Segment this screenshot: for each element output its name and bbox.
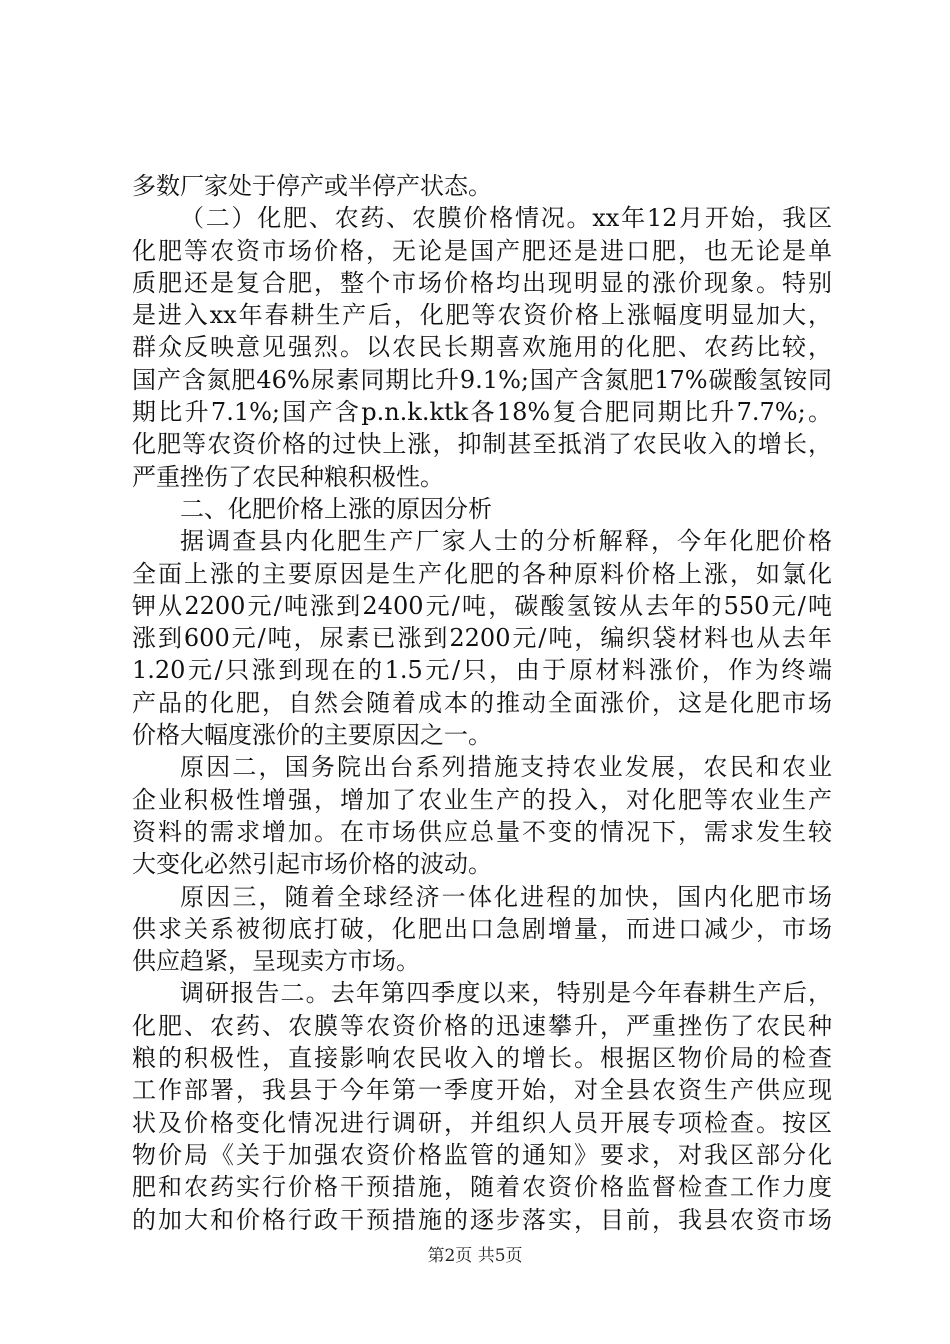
text-line: 期比升7.1%;国产含p.n.k.ktk各18%复合肥同期比升7.7%;。	[132, 398, 832, 427]
text-line: 据调查县内化肥生产厂家人士的分析解释，今年化肥价格	[180, 527, 832, 556]
text-line: 化肥等农资市场价格，无论是国产肥还是进口肥，也无论是单	[132, 236, 832, 265]
section-heading: 二、化肥价格上涨的原因分析	[180, 494, 492, 523]
text-line: 全面上涨的主要原因是生产化肥的各种原料价格上涨，如氯化	[132, 559, 832, 588]
text-line: 价格大幅度涨价的主要原因之一。	[132, 721, 492, 750]
page-number-footer: 第2页 共5页	[427, 1246, 523, 1266]
text-line: 的加大和价格行政干预措施的逐步落实，目前，我县农资市场	[132, 1205, 832, 1234]
text-line: 涨到600元/吨，尿素已涨到2200元/吨，编织袋材料也从去年	[132, 624, 832, 653]
text-line: 多数厂家处于停产或半停产状态。	[132, 172, 492, 200]
text-line: 物价局《关于加强农资价格监管的通知》要求，对我区部分化	[132, 1140, 832, 1169]
text-line: 供求关系被彻底打破，化肥出口急剧增量，而进口减少，市场	[132, 914, 832, 943]
text-line: （二）化肥、农药、农膜价格情况。xx年12月开始，我区	[180, 204, 832, 233]
text-line: 大变化必然引起市场价格的波动。	[132, 850, 492, 879]
text-line: 化肥等农资价格的过快上涨，抑制甚至抵消了农民收入的增长，	[132, 430, 832, 459]
text-line: 粮的积极性，直接影响农民收入的增长。根据区物价局的检查	[132, 1044, 832, 1073]
text-line: 肥和农药实行价格干预措施，随着农资价格监督检查工作力度	[132, 1173, 832, 1202]
text-line: 产品的化肥，自然会随着成本的推动全面涨价，这是化肥市场	[132, 688, 832, 717]
text-line: 钾从2200元/吨涨到2400元/吨，碳酸氢铵从去年的550元/吨	[132, 591, 832, 620]
text-line: 企业积极性增强，增加了农业生产的投入，对化肥等农业生产	[132, 785, 832, 814]
text-line: 1.20元/只涨到现在的1.5元/只，由于原材料涨价，作为终端	[132, 656, 832, 685]
text-line: 状及价格变化情况进行调研，并组织人员开展专项检查。按区	[132, 1108, 832, 1137]
text-line: 是进入xx年春耕生产后，化肥等农资价格上涨幅度明显加大，	[132, 301, 832, 330]
text-line: 工作部署，我县于今年第一季度开始，对全县农资生产供应现	[132, 1076, 832, 1105]
text-line: 供应趋紧，呈现卖方市场。	[132, 947, 420, 976]
text-line: 化肥、农药、农膜等农资价格的迅速攀升，严重挫伤了农民种	[132, 1011, 832, 1040]
text-line: 资料的需求增加。在市场供应总量不变的情况下，需求发生较	[132, 817, 832, 846]
text-line: 调研报告二。去年第四季度以来，特别是今年春耕生产后，	[180, 979, 832, 1008]
text-line: 原因三，随着全球经济一体化进程的加快，国内化肥市场	[180, 882, 832, 911]
text-line: 群众反映意见强烈。以农民长期喜欢施用的化肥、农药比较，	[132, 333, 832, 362]
document-body	[132, 170, 832, 1236]
text-line: 国产含氮肥46%尿素同期比升9.1%;国产含氮肥17%碳酸氢铵同	[132, 365, 832, 394]
text-line: 原因二，国务院出台系列措施支持农业发展，农民和农业	[180, 753, 832, 782]
text-line: 严重挫伤了农民种粮积极性。	[132, 462, 444, 491]
text-line: 质肥还是复合肥，整个市场价格均出现明显的涨价现象。特别	[132, 268, 832, 297]
